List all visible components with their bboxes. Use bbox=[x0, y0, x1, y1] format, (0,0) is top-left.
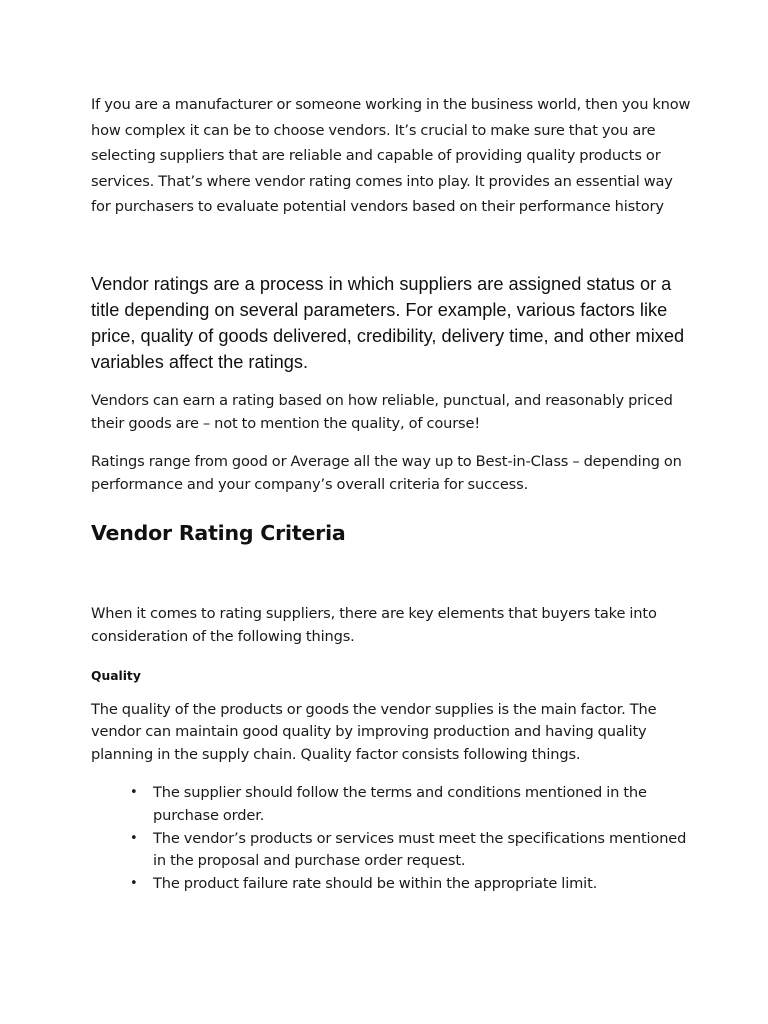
key-elements-paragraph: When it comes to rating suppliers, there are key elements that buyers take into consideration of the following things. bbox=[91, 605, 657, 645]
list-item-text: The vendor’s products or services must meet the specifications mentioned in the proposal and purchase order request. bbox=[153, 829, 687, 870]
list-item bbox=[130, 828, 691, 873]
quality-bullet-list bbox=[91, 782, 691, 895]
list-item bbox=[130, 873, 691, 896]
bullet-icon: • bbox=[130, 785, 138, 801]
intro-paragraph: If you are a manufacturer or someone working in the business world, then you know how complex it can be to choose vendors. It’s crucial to make sure that you are selecting suppliers that are reliable and capable of providing quality products or services. That’s where vendor rating comes into play. It provides an essential way for purchasers to evaluate potential vendors based on their performance history bbox=[91, 96, 691, 216]
quality-subheading: Quality bbox=[91, 668, 141, 683]
bullet-icon: • bbox=[130, 830, 138, 846]
document-page bbox=[91, 92, 691, 895]
quality-paragraph: The quality of the products or goods the vendor supplies is the main factor. The vendor can maintain good quality by improving production and having quality planning in the supply chain. Quality factor consists following things. bbox=[91, 700, 657, 763]
bullet-icon: • bbox=[130, 875, 138, 891]
ratings-range-paragraph: Ratings range from good or Average all the way up to Best-in-Class – depending on performance and your company’s overall criteria for success. bbox=[91, 453, 682, 493]
list-item-text: The product failure rate should be within the appropriate limit. bbox=[153, 874, 598, 892]
reliability-paragraph: Vendors can earn a rating based on how reliable, punctual, and reasonably priced their goods are – not to mention the quality, of course! bbox=[91, 391, 673, 432]
list-item-text: The supplier should follow the terms and conditions mentioned in the purchase order. bbox=[153, 784, 647, 824]
list-item bbox=[130, 782, 691, 827]
criteria-heading: Vendor Rating Criteria bbox=[91, 521, 346, 546]
lead-paragraph: Vendor ratings are a process in which suppliers are assigned status or a title depending on several parameters. For example, various factors like price, quality of goods delivered, credibility, delivery time, and other mixed variables affect the ratings. bbox=[91, 273, 685, 372]
